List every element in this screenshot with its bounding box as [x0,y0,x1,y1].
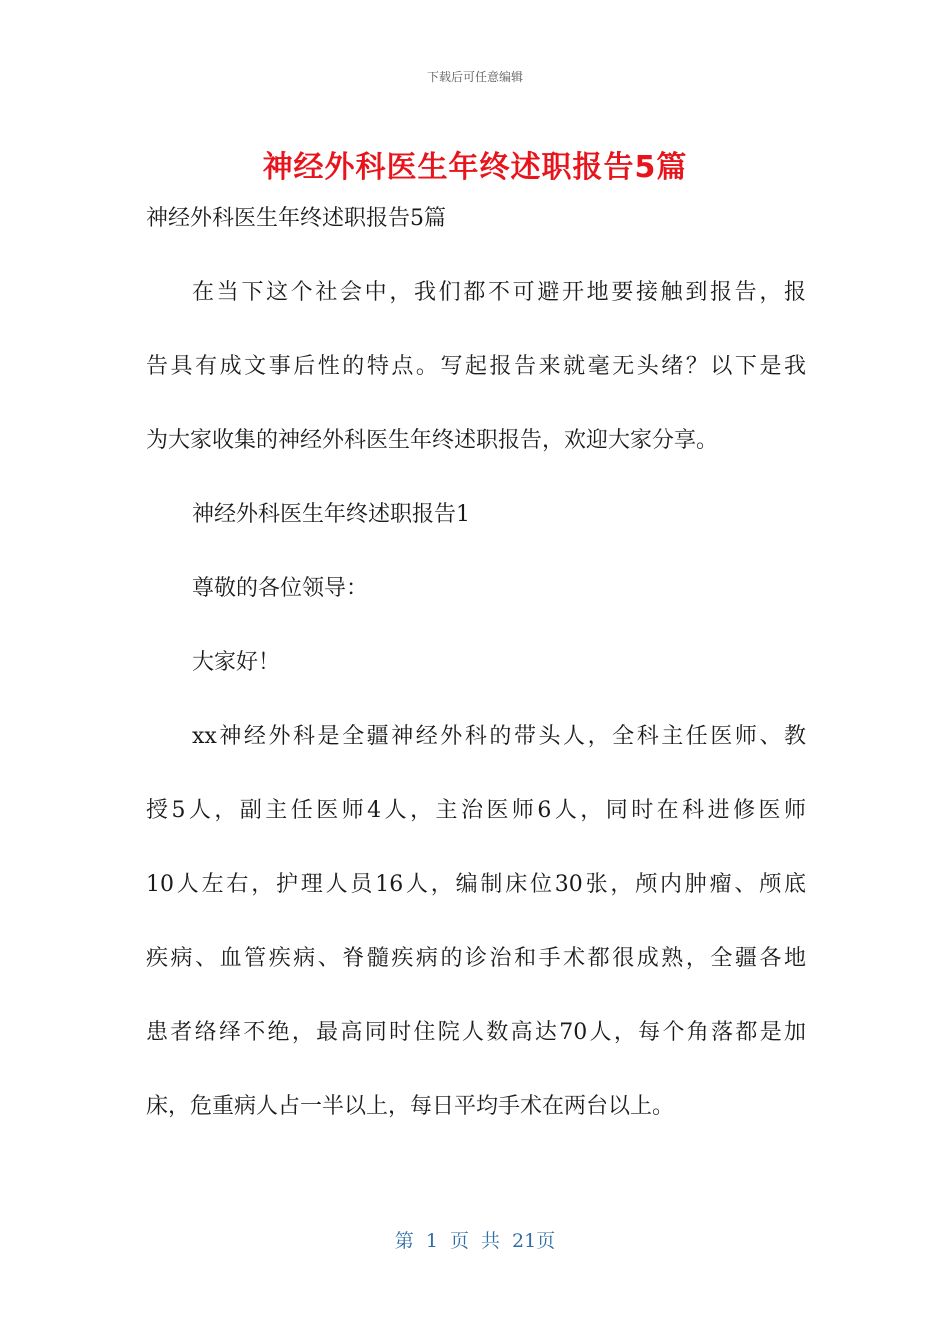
greeting: 大家好！ [192,650,281,675]
spacer [146,607,806,644]
spacer [146,533,806,570]
body-line: 疾病、血管疾病、脊髓疾病的诊治和手术都很成熟，全疆各地 [146,946,806,971]
intro-line: 为大家收集的神经外科医生年终述职报告，欢迎大家分享。 [146,428,719,453]
spacer [146,977,806,1014]
spacer [146,385,806,422]
subtitle: 神经外科医生年终述职报告5篇 [146,206,446,231]
spacer [146,459,806,496]
spacer [146,237,806,274]
intro-line: 告具有成文事后性的特点。写起报告来就毫无头绪？以下是我 [146,354,806,379]
document-body [146,200,806,1125]
spacer [146,903,806,940]
spacer [146,755,806,792]
spacer [146,681,806,718]
spacer [146,829,806,866]
body-line: 床，危重病人占一半以上，每日平均手术在两台以上。 [146,1094,675,1119]
page-footer: 第 1 页 共 21页 [394,1230,556,1252]
body-line: 10人左右，护理人员16人，编制床位30张，颅内肿瘤、颅底 [146,872,806,897]
body-line: 授5人，副主任医师4人，主治医师6人，同时在科进修医师 [146,798,806,823]
spacer [146,311,806,348]
salutation: 尊敬的各位领导： [192,576,369,601]
body-line: xx神经外科是全疆神经外科的带头人，全科主任医师、教 [192,724,806,749]
body-line: 患者络绎不绝，最高同时住院人数高达70人，每个角落都是加 [146,1020,806,1045]
intro-line: 在当下这个社会中，我们都不可避开地要接触到报告，报 [192,280,806,305]
header-note: 下载后可任意编辑 [426,70,523,84]
document-title: 神经外科医生年终述职报告5篇 [262,150,688,185]
section-heading: 神经外科医生年终述职报告1 [192,502,470,527]
spacer [146,1051,806,1088]
